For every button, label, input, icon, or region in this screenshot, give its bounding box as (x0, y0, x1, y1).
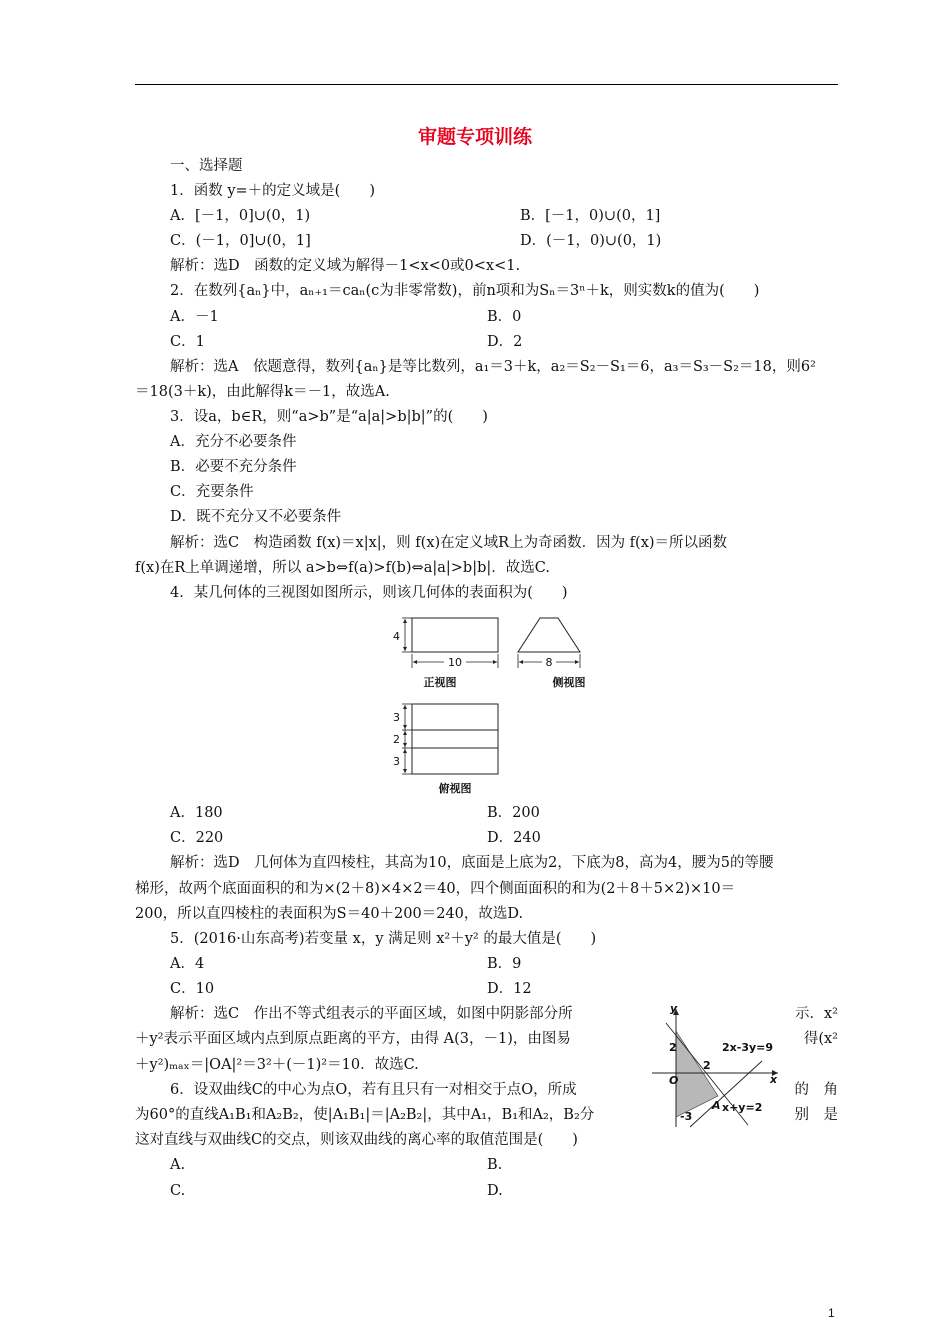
q4-stem: 4．某几何体的三视图如图所示，则该几何体的表面积为( ) (170, 585, 568, 601)
q2-solution-line2: ＝18(3＋k)，由此解得k＝－1，故选A. (135, 384, 390, 400)
top-view (393, 704, 498, 795)
q4-solution-line3: 200，所以直四棱柱的表面积为S＝40＋200＝240，故选D. (135, 906, 524, 922)
q5-stem: 5．(2016·山东高考)若变量 x，y 满足则 x²＋y² 的最大值是( ) (170, 931, 597, 947)
q3-option-d: D．既不充分又不必要条件 (170, 509, 342, 525)
q1-option-b: B．[－1，0)∪(0，1] (520, 208, 661, 224)
q2-option-a: A．－1 (170, 309, 219, 325)
front-width-label: 10 (448, 656, 462, 669)
top-view-label: 俯视图 (438, 782, 472, 795)
q6-option-b: B. (487, 1157, 503, 1173)
q1-option-c: C．(－1，0]∪(0，1] (170, 233, 311, 249)
top-dim-3b: 3 (393, 755, 400, 768)
x-axis-label: x (770, 1073, 778, 1086)
point-a-label: A (712, 1099, 721, 1112)
q5-option-a: A．4 (170, 956, 205, 972)
q6-stem-line2: 为60°的直线A₁B₁和A₂B₂，使|A₁B₁|＝|A₂B₂|，其中A₁，B₁和A₂，B₂分 (135, 1107, 595, 1123)
q4-solution-line1: 解析：选D 几何体为直四棱柱，其高为10，底面是上底为2，下底为8，高为4，腰为5的等腰 (170, 855, 774, 871)
q5-solution-line2: ＋y²表示平面区域内点到原点距离的平方，由得 A(3，－1)，由图易 (135, 1031, 571, 1047)
q1-option-d: D．(－1，0)∪(0，1) (520, 233, 662, 249)
q1-stem: 1．函数 y=＋的定义域是( ) (170, 183, 375, 199)
section-heading: 一、选择题 (170, 158, 243, 174)
tick-y-2: 2 (669, 1041, 677, 1054)
q6-stem-line2-right: 别 是 (794, 1107, 838, 1123)
q5-option-d: D．12 (487, 981, 532, 997)
q5-solution-line1: 解析：选C 作出不等式组表示的平面区域，如图中阴影部分所 (170, 1006, 573, 1022)
q2-option-c: C．1 (170, 334, 205, 350)
page-number: 1 (828, 1306, 835, 1320)
q1-option-a: A．[－1，0]∪(0，1) (170, 208, 311, 224)
y-axis-label: y (670, 1003, 678, 1015)
q3-option-a: A．充分不必要条件 (170, 434, 297, 450)
q5-option-b: B．9 (487, 956, 522, 972)
line2-label: x+y=2 (722, 1101, 763, 1114)
q6-stem-line1-right: 的 角 (794, 1082, 838, 1098)
tick-x-2: 2 (703, 1059, 711, 1072)
top-dim-3a: 3 (393, 711, 400, 724)
q3-stem: 3．设a，b∈R，则“a>b”是“a|a|>b|b|”的( ) (170, 409, 488, 425)
side-view-label: 侧视图 (552, 676, 586, 689)
q4-solution-line2: 梯形，故两个底面面积的和为×(2＋8)×4×2＝40，四个侧面面积的和为(2＋8＋5×2)×10＝ (135, 881, 736, 897)
q6-option-d: D. (487, 1183, 503, 1199)
top-dim-2: 2 (393, 733, 400, 746)
line1-label: 2x-3y=9 (722, 1041, 774, 1054)
q3-solution-line2: f(x)在R上单调递增，所以 a>b⇔f(a)>f(b)⇔a|a|>b|b|．故选C. (135, 560, 550, 576)
q3-option-c: C．充要条件 (170, 484, 254, 500)
q2-stem: 2．在数列{aₙ}中，aₙ₊₁＝caₙ(c为非零常数)，前n项和为Sₙ＝3ⁿ＋k，则实数k的值为( ) (170, 283, 760, 299)
side-view (518, 618, 586, 689)
side-width-label: 8 (545, 656, 553, 669)
q2-solution-line1: 解析：选A 依题意得，数列{aₙ}是等比数列，a₁＝3＋k，a₂＝S₂－S₁＝6，a₃＝S₃－S₂＝18，则6² (170, 359, 816, 375)
page-title: 审题专项训练 (417, 126, 532, 148)
feasible-region-graph (650, 1003, 790, 1131)
q6-option-a: A. (170, 1157, 186, 1173)
q3-solution-line1: 解析：选C 构造函数 f(x)＝x|x|，则 f(x)在定义域R上为奇函数．因为 f(x)＝所以函数 (170, 535, 728, 551)
three-view-figure (380, 612, 620, 802)
header-rule (135, 84, 838, 85)
front-view-label: 正视图 (423, 676, 457, 689)
q4-option-c: C．220 (170, 830, 224, 846)
q5-solution-line3: ＋y²)ₘₐₓ＝|OA|²＝3²＋(－1)²＝10．故选C. (135, 1057, 419, 1073)
q2-option-b: B．0 (487, 309, 522, 325)
q6-option-c: C. (170, 1183, 186, 1199)
origin-label: O (669, 1074, 679, 1087)
q6-stem-line1: 6．设双曲线C的中心为点O，若有且只有一对相交于点O，所成 (170, 1082, 577, 1098)
q4-option-a: A．180 (170, 805, 223, 821)
q2-option-d: D．2 (487, 334, 523, 350)
front-height-label: 4 (393, 630, 400, 643)
q5-solution-line1-right: 示．x² (795, 1006, 838, 1022)
q3-option-b: B．必要不充分条件 (170, 459, 297, 475)
q1-solution: 解析：选D 函数的定义域为解得－1<x<0或0<x<1. (170, 258, 521, 274)
q6-stem-line3: 这对直线与双曲线C的交点，则该双曲线的离心率的取值范围是( ) (135, 1132, 578, 1148)
q5-solution-line2-right: 得(x² (803, 1031, 838, 1047)
front-view (393, 618, 498, 689)
q4-option-d: D．240 (487, 830, 541, 846)
q5-option-c: C．10 (170, 981, 215, 997)
tick-y-minus-3: -3 (680, 1110, 693, 1123)
q4-option-b: B．200 (487, 805, 540, 821)
